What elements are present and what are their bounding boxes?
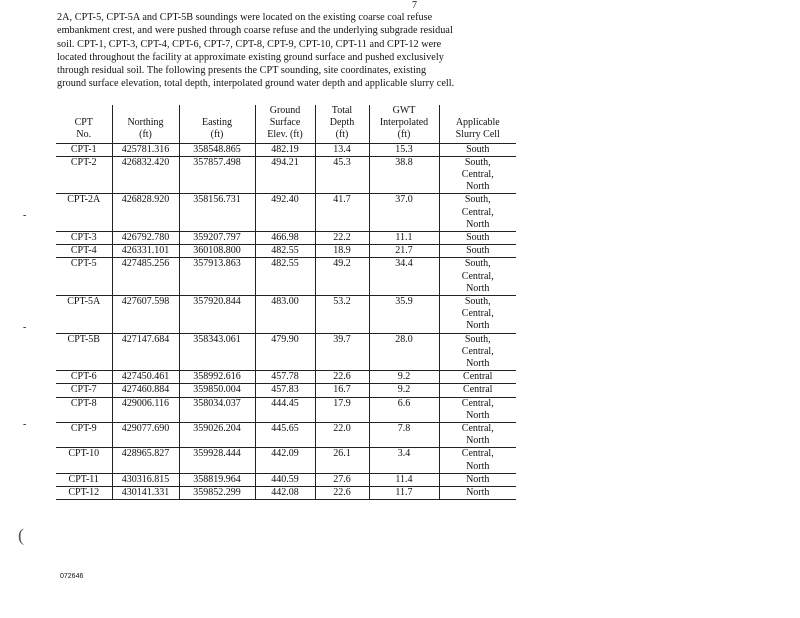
elevation-cell: 482.55: [255, 245, 315, 258]
northing-cell: 427485.256: [112, 258, 179, 296]
elevation-cell: 466.98: [255, 232, 315, 245]
northing-cell: 427607.598: [112, 296, 179, 334]
slurry-cell-line: Central,: [461, 345, 494, 357]
northing-cell: 429077.690: [112, 423, 179, 448]
depth-cell: 22.2: [315, 232, 369, 245]
elevation-cell: 479.90: [255, 333, 315, 371]
header-line: Slurry Cell: [455, 129, 500, 141]
easting-cell: 358034.037: [179, 397, 255, 422]
easting-cell: 359850.004: [179, 384, 255, 397]
gwt-cell: 35.9: [369, 296, 439, 334]
gwt-cell: 7.8: [369, 423, 439, 448]
gwt-header: [369, 105, 439, 143]
easting-cell: 359928.444: [179, 448, 255, 473]
slurry-cell-line: North: [466, 487, 490, 499]
document-code: 072646: [60, 573, 84, 580]
cpt-no-cell: CPT-5A: [56, 296, 112, 334]
northing-cell: 427147.684: [112, 333, 179, 371]
gwt-cell: 11.7: [369, 487, 439, 500]
elevation-cell: 492.40: [255, 194, 315, 232]
depth-cell: 27.6: [315, 473, 369, 486]
slurry-cell-cell: [439, 194, 516, 232]
header-line: Applicable: [455, 117, 500, 129]
slurry-cell-cell: [439, 245, 516, 258]
cpt-no-cell: CPT-3: [56, 232, 112, 245]
slurry-cell-line: North: [466, 409, 490, 421]
easting-cell: 359207.797: [179, 232, 255, 245]
elevation-cell: 494.21: [255, 156, 315, 194]
header-line: Interpolated: [379, 117, 429, 129]
depth-cell: 22.6: [315, 487, 369, 500]
depth-cell: 41.7: [315, 194, 369, 232]
easting-cell: 358819.964: [179, 473, 255, 486]
intro-line: 2A, CPT-5, CPT-5A and CPT-5B soundings were located on the existing coarse coal refuse: [57, 12, 433, 23]
slurry-cell-cell: [439, 384, 516, 397]
slurry-cell-cell: [439, 296, 516, 334]
cpt-no-cell: CPT-11: [56, 473, 112, 486]
northing-cell: 427460.884: [112, 384, 179, 397]
slurry-cell-line: North: [466, 320, 490, 332]
slurry-cell-line: North: [466, 473, 490, 485]
table-row: [56, 232, 516, 245]
slurry-cell-line: North: [466, 460, 490, 472]
slurry-cell-line: North: [466, 181, 490, 193]
depth-cell: 26.1: [315, 448, 369, 473]
easting-cell: 357857.498: [179, 156, 255, 194]
header-line: (ft): [335, 129, 349, 141]
slurry-cell-cell: [439, 143, 516, 156]
easting-cell: 360108.800: [179, 245, 255, 258]
easting-cell: 359852.299: [179, 487, 255, 500]
depth-cell: 39.7: [315, 333, 369, 371]
slurry-cell-line: North: [466, 218, 490, 230]
header-line: Depth: [329, 117, 355, 129]
table-row: [56, 487, 516, 500]
total-depth-header: [315, 105, 369, 143]
slurry-cell-cell: [439, 397, 516, 422]
slurry-cell-line: Central,: [461, 270, 494, 282]
slurry-cell-cell: [439, 487, 516, 500]
intro-line: embankment crest, and were pushed through coarse refuse and the underlying subgrade residual: [57, 25, 453, 37]
easting-cell: 357920.844: [179, 296, 255, 334]
gwt-cell: 3.4: [369, 448, 439, 473]
slurry-cell-line: North: [466, 282, 490, 294]
slurry-cell-line: Central,: [461, 308, 494, 320]
cpt-sounding-table: [56, 105, 516, 500]
gwt-cell: 11.4: [369, 473, 439, 486]
northing-cell: 430141.331: [112, 487, 179, 500]
depth-cell: 16.7: [315, 384, 369, 397]
easting-cell: 357913.863: [179, 258, 255, 296]
elevation-cell: 440.59: [255, 473, 315, 486]
depth-cell: 18.9: [315, 245, 369, 258]
slurry-cell-line: Central,: [461, 448, 494, 460]
northing-cell: 427450.461: [112, 371, 179, 384]
slurry-cell-line: South,: [464, 333, 491, 345]
easting-cell: 358548.865: [179, 143, 255, 156]
cpt-no-cell: CPT-7: [56, 384, 112, 397]
slurry-cell-line: South: [466, 232, 490, 244]
gwt-cell: 9.2: [369, 371, 439, 384]
northing-cell: 425781.316: [112, 143, 179, 156]
slurry-cell-line: South: [466, 143, 490, 155]
slurry-cell-line: South,: [464, 156, 491, 168]
table-row: [56, 371, 516, 384]
easting-cell: 359026.204: [179, 423, 255, 448]
elevation-cell: 442.09: [255, 448, 315, 473]
gwt-cell: 21.7: [369, 245, 439, 258]
cpt-no-header: [56, 105, 112, 143]
elevation-cell: 442.08: [255, 487, 315, 500]
table-header-row: [56, 105, 516, 143]
margin-mark: -: [23, 322, 27, 333]
slurry-cell-cell: [439, 423, 516, 448]
northing-cell: 426792.780: [112, 232, 179, 245]
intro-line: located throughout the facility at approximate existing ground surface and pushed exclusively: [57, 51, 444, 63]
cpt-no-cell: CPT-1: [56, 143, 112, 156]
gwt-cell: 38.8: [369, 156, 439, 194]
intro-paragraph: [57, 11, 537, 91]
header-line: Elev. (ft): [267, 129, 303, 141]
depth-cell: 17.9: [315, 397, 369, 422]
depth-cell: 22.6: [315, 371, 369, 384]
cpt-no-cell: CPT-8: [56, 397, 112, 422]
northing-cell: 426331.101: [112, 245, 179, 258]
northing-cell: 426828.920: [112, 194, 179, 232]
slurry-cell-line: Central,: [461, 206, 494, 218]
gwt-cell: 34.4: [369, 258, 439, 296]
slurry-cell-cell: [439, 232, 516, 245]
elevation-cell: 482.19: [255, 143, 315, 156]
slurry-cell-cell: [439, 371, 516, 384]
easting-cell: 358343.061: [179, 333, 255, 371]
header-line: Total: [331, 105, 353, 116]
table-row: [56, 258, 516, 296]
slurry-cell-line: Central: [463, 384, 493, 396]
table-row: [56, 296, 516, 334]
depth-cell: 45.3: [315, 156, 369, 194]
ground-elev-header: [255, 105, 315, 143]
table-row: [56, 143, 516, 156]
slurry-cell-line: Central,: [461, 423, 494, 435]
easting-header: [179, 105, 255, 143]
cpt-no-cell: CPT-5B: [56, 333, 112, 371]
slurry-cell-line: North: [466, 435, 490, 447]
intro-line: soil. CPT-1, CPT-3, CPT-4, CPT-6, CPT-7, CPT-8, CPT-9, CPT-10, CPT-11 and CPT-12 were: [57, 38, 442, 50]
elevation-cell: 444.45: [255, 397, 315, 422]
slurry-cell-cell: [439, 258, 516, 296]
slurry-cell-cell: [439, 156, 516, 194]
header-line: Easting: [202, 117, 232, 129]
header-line: GWT: [392, 105, 416, 116]
northing-cell: 426832.420: [112, 156, 179, 194]
header-line: (ft): [397, 129, 411, 141]
table-row: [56, 194, 516, 232]
header-line: No.: [76, 129, 92, 141]
elevation-cell: 445.65: [255, 423, 315, 448]
cpt-no-cell: CPT-9: [56, 423, 112, 448]
page-mark: 7: [412, 0, 417, 11]
slurry-cell-line: Central,: [461, 169, 494, 181]
table-row: [56, 448, 516, 473]
elevation-cell: 482.55: [255, 258, 315, 296]
slurry-cell-line: South,: [464, 258, 491, 270]
table-row: [56, 473, 516, 486]
easting-cell: 358992.616: [179, 371, 255, 384]
gwt-cell: 6.6: [369, 397, 439, 422]
northing-header: [112, 105, 179, 143]
slurry-cell-line: South,: [464, 296, 491, 308]
header-line: (ft): [210, 129, 224, 141]
margin-mark: -: [23, 210, 27, 221]
gwt-cell: 11.1: [369, 232, 439, 245]
gwt-cell: 15.3: [369, 143, 439, 156]
table-row: [56, 423, 516, 448]
slurry-cell-line: South: [466, 245, 490, 257]
table-row: [56, 156, 516, 194]
slurry-cell-cell: [439, 448, 516, 473]
cpt-no-cell: CPT-6: [56, 371, 112, 384]
elevation-cell: 457.78: [255, 371, 315, 384]
header-line: (ft): [139, 129, 152, 141]
depth-cell: 53.2: [315, 296, 369, 334]
cpt-no-cell: CPT-2: [56, 156, 112, 194]
cpt-no-cell: CPT-2A: [56, 194, 112, 232]
table-row: [56, 384, 516, 397]
intro-line: through residual soil. The following presents the CPT sounding, site coordinates, existing: [57, 65, 427, 77]
slurry-cell-header: [439, 105, 516, 143]
slurry-cell-line: Central: [463, 371, 493, 383]
gwt-cell: 28.0: [369, 333, 439, 371]
cpt-no-cell: CPT-10: [56, 448, 112, 473]
slurry-cell-line: North: [466, 358, 490, 370]
header-line: Ground: [269, 105, 301, 116]
table-row: [56, 333, 516, 371]
table-body: [56, 143, 516, 500]
depth-cell: 22.0: [315, 423, 369, 448]
cpt-no-cell: CPT-12: [56, 487, 112, 500]
slurry-cell-line: Central,: [461, 397, 494, 409]
margin-mark: -: [23, 419, 27, 430]
slurry-cell-cell: [439, 333, 516, 371]
header-line: Surface: [269, 117, 301, 129]
header-line: Northing: [127, 117, 164, 129]
cpt-no-cell: CPT-5: [56, 258, 112, 296]
intro-line: ground surface elevation, total depth, interpolated ground water depth and applicable slurry cell.: [57, 78, 455, 90]
scan-artifact: (: [18, 525, 24, 545]
cpt-no-cell: CPT-4: [56, 245, 112, 258]
slurry-cell-line: South,: [464, 194, 491, 206]
elevation-cell: 457.83: [255, 384, 315, 397]
table-row: [56, 245, 516, 258]
gwt-cell: 9.2: [369, 384, 439, 397]
header-line: CPT: [74, 117, 93, 129]
depth-cell: 13.4: [315, 143, 369, 156]
slurry-cell-cell: [439, 473, 516, 486]
table-row: [56, 397, 516, 422]
easting-cell: 358156.731: [179, 194, 255, 232]
northing-cell: 430316.815: [112, 473, 179, 486]
northing-cell: 429006.116: [112, 397, 179, 422]
elevation-cell: 483.00: [255, 296, 315, 334]
gwt-cell: 37.0: [369, 194, 439, 232]
northing-cell: 428965.827: [112, 448, 179, 473]
depth-cell: 49.2: [315, 258, 369, 296]
